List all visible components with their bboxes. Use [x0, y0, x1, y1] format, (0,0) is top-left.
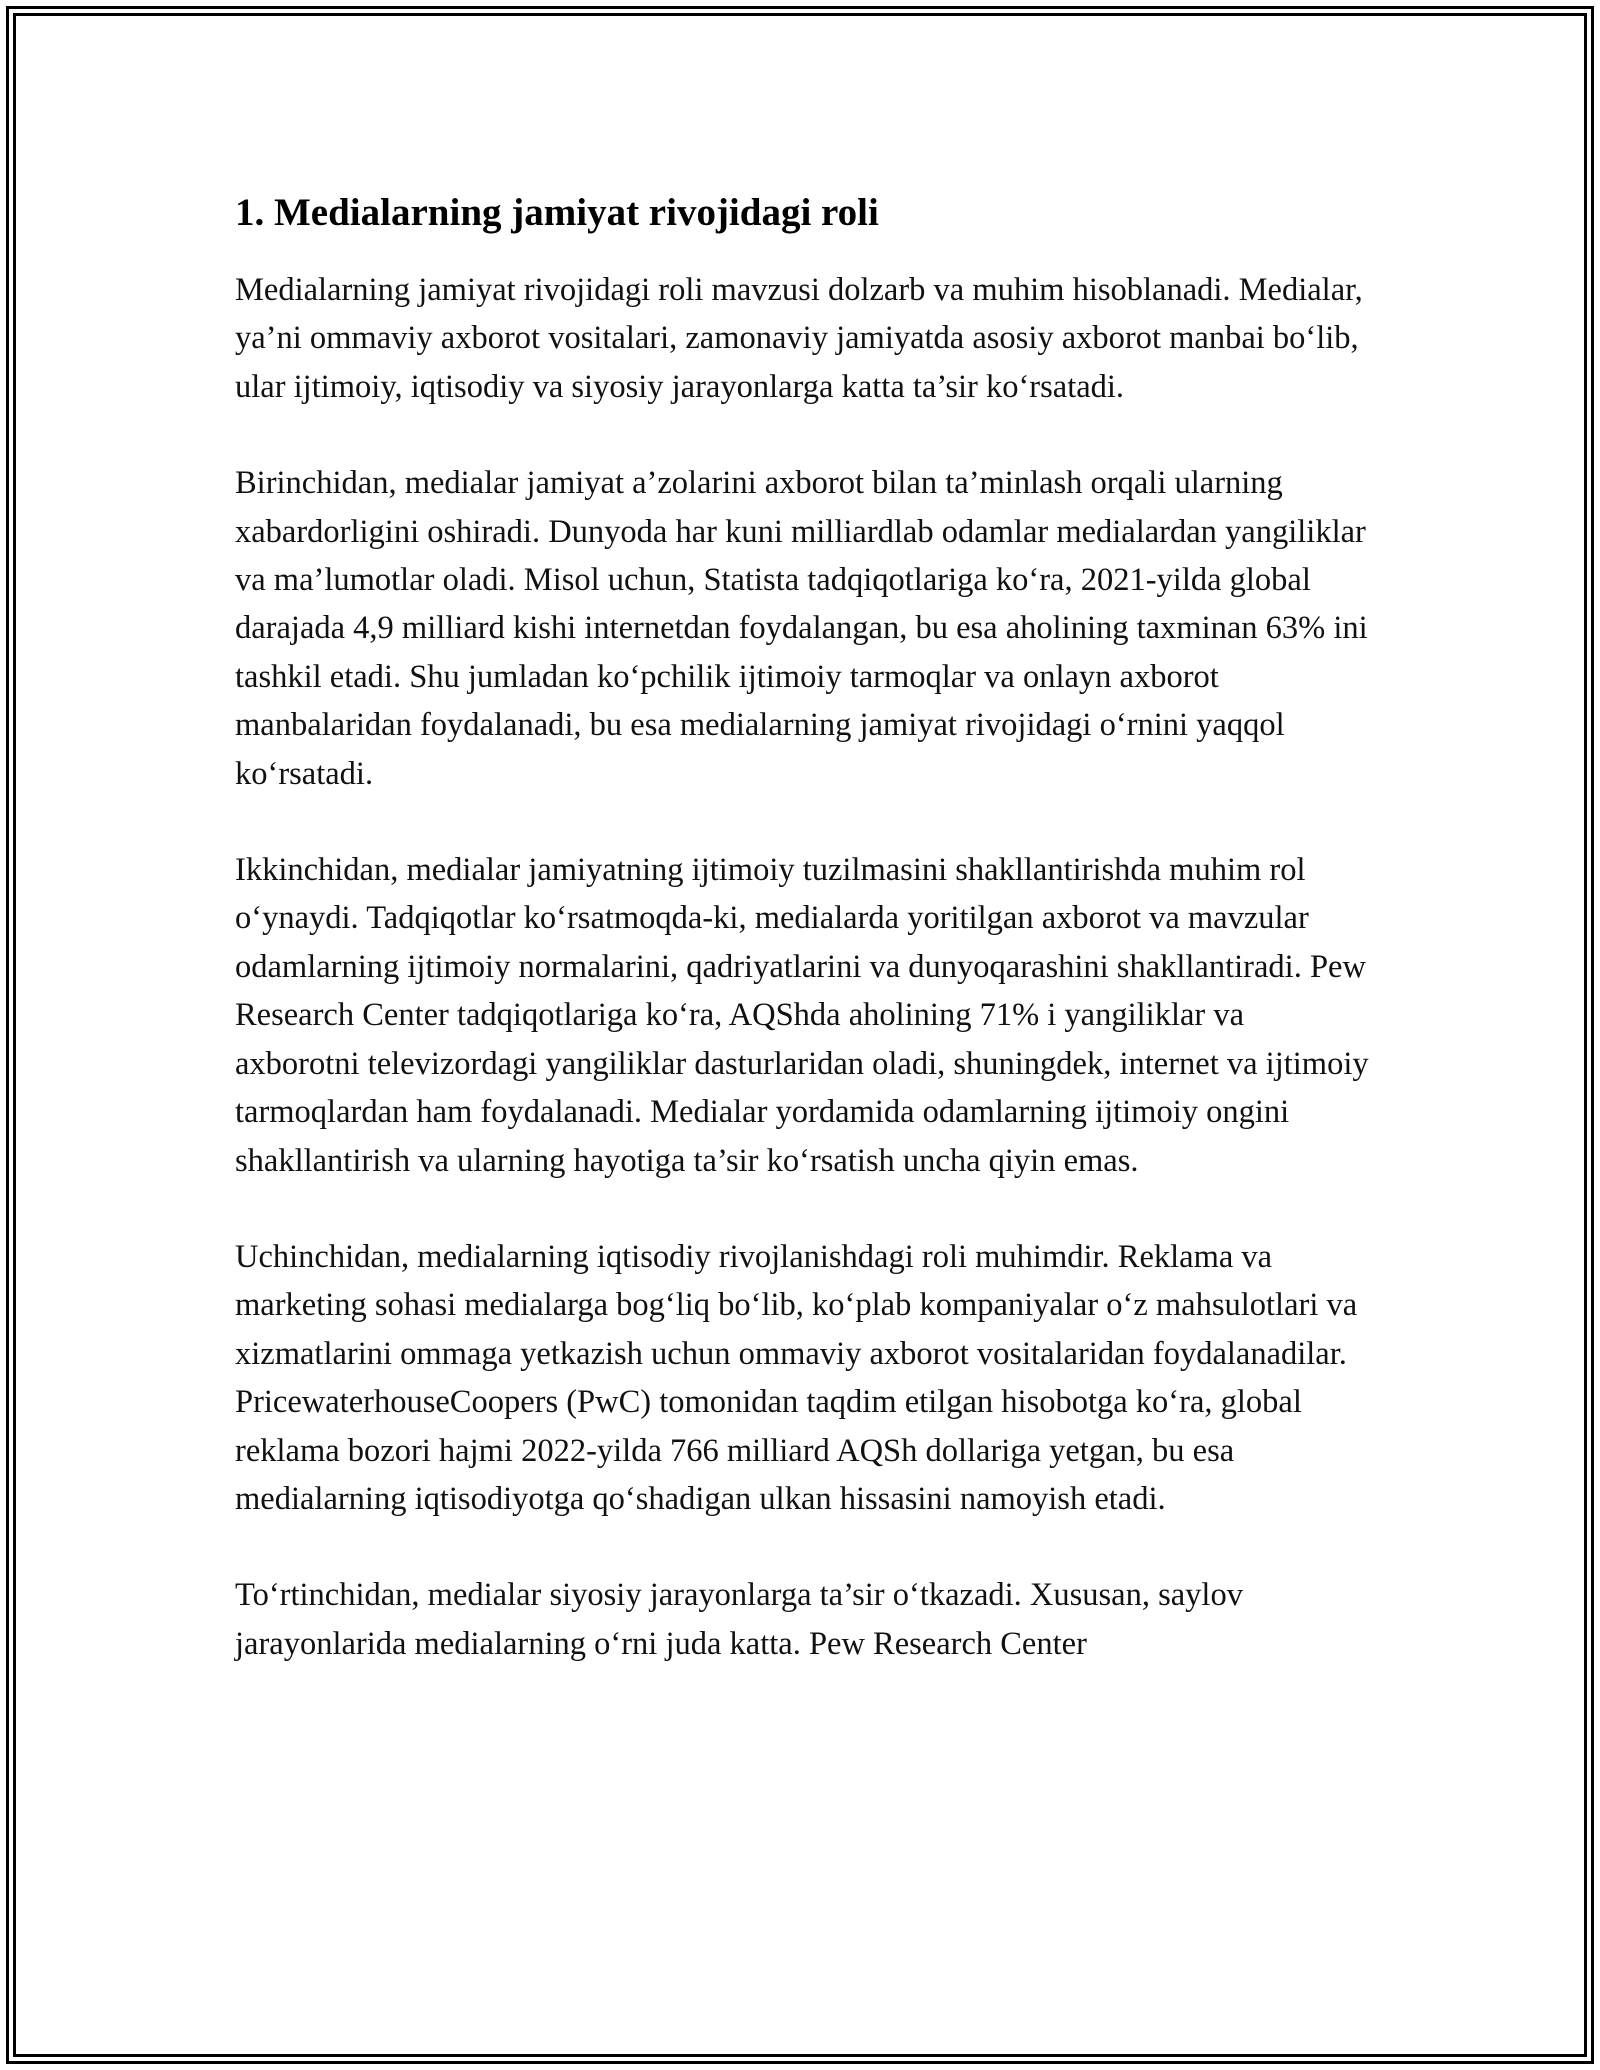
paragraph-third: Uchinchidan, medialarning iqtisodiy rivojlanishdagi roli muhimdir. Reklama va marketing sohasi medialarga bog‘liq bo‘lib, ko‘plab kompaniyalar o‘z mahsulotlari va xizmatlarini ommaga yetkazish uchun ommaviy axborot vositalaridan foydalanadilar. PricewaterhouseCoopers (PwC) tomonidan taqdim etilgan hisobotga ko‘ra, global reklama bozori hajmi 2022-yilda 766 milliard AQSh dollariga yetgan, bu esa medialarning iqtisodiyotga qo‘shadigan ulkan hissasini namoyish etadi. [235, 1238, 1358, 1517]
section-heading: 1. Medialarning jamiyat rivojidagi roli [235, 191, 879, 234]
document-body [235, 186, 1375, 1716]
paragraph-fourth: To‘rtinchidan, medialar siyosiy jarayonlarga ta’sir o‘tkazadi. Xususan, saylov jarayonlarida medialarning o‘rni juda katta. Pew Research Center [235, 1577, 1243, 1662]
paragraph-second: Ikkinchidan, medialar jamiyatning ijtimoiy tuzilmasini shakllantirishda muhim rol o‘ynaydi. Tadqiqotlar ko‘rsatmoqda-ki, medialarda yoritilgan axborot va mavzular odamlarning ijtimoiy normalarini, qadriyatlarini va dunyoqarashini shakllantiradi. Pew Research Center tadqiqotlariga ko‘ra, AQShda aholining 71% i yangiliklar va axborotni televizordagi yangiliklar dasturlaridan oladi, shuningdek, internet va ijtimoiy tarmoqlardan ham foydalanadi. Medialar yordamida odamlarning ijtimoiy ongini shakllantirish va ularning hayotiga ta’sir ko‘rsatish uncha qiyin emas. [235, 852, 1369, 1179]
paragraph-first: Birinchidan, medialar jamiyat a’zolarini axborot bilan ta’minlash orqali ularning xabardorligini oshiradi. Dunyoda har kuni milliardlab odamlar medialardan yangiliklar va ma’lumotlar oladi. Misol uchun, Statista tadqiqotlariga ko‘ra, 2021-yilda global darajada 4,9 milliard kishi internetdan foydalangan, bu esa aholining taxminan 63% ini tashkil etadi. Shu jumladan ko‘pchilik ijtimoiy tarmoqlar va onlayn axborot manbalaridan foydalanadi, bu esa medialarning jamiyat rivojidagi o‘rnini yaqqol ko‘rsatadi. [235, 465, 1368, 792]
paragraph-intro: Medialarning jamiyat rivojidagi roli mavzusi dolzarb va muhim hisoblanadi. Medialar, ya’ni ommaviy axborot vositalari, zamonaviy jamiyatda asosiy axborot manbai bo‘lib, ular ijtimoiy, iqtisodiy va siyosiy jarayonlarga katta ta’sir ko‘rsatadi. [235, 272, 1363, 405]
